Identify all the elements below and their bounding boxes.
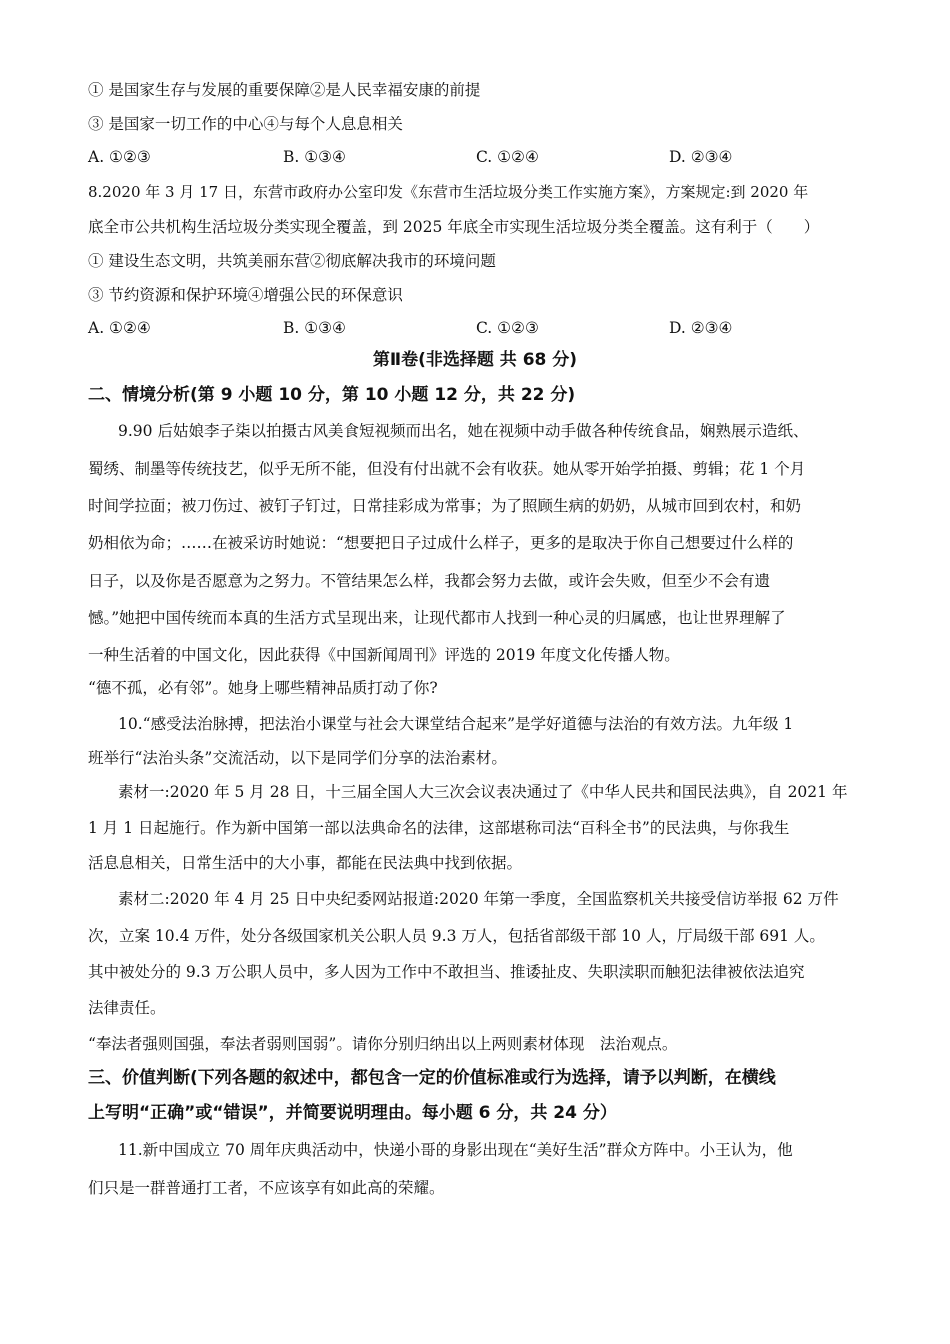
q9-line-6: 憾。”她把中国传统而本真的生活方式呈现出来，让现代都市人找到一种心灵的归属感，也让世界理解了 xyxy=(88,609,786,627)
part2-title: 第Ⅱ卷(非选择题 共 68 分) xyxy=(372,350,578,370)
q7-option-a: A. ①②③ xyxy=(88,148,151,166)
q9-question: “德不孤，必有邻”。她身上哪些精神品质打动了你? xyxy=(88,679,438,697)
q7-choice-line-2: ③ 是国家一切工作的中心④与每个人息息相关 xyxy=(88,115,403,133)
q10-material1-line-3: 活息息相关，日常生活中的大小事，都能在民法典中找到依据。 xyxy=(88,854,523,872)
q10-material1-line-1: 素材一:2020 年 5 月 28 日，十三届全国人大三次会议表决通过了《中华人民共和国民法典》，自 2021 年 xyxy=(118,783,848,801)
q10-material2-line-2: 次，立案 10.4 万件，处分各级国家机关公职人员 9.3 万人，包括省部级干部 10 人，厅局级干部 691 人。 xyxy=(88,927,825,945)
section3-title-line-2: 上写明“正确”或“错误”，并简要说明理由。每小题 6 分，共 24 分） xyxy=(88,1103,617,1123)
q8-stem-line-1: 8.2020 年 3 月 17 日，东营市政府办公室印发《东营市生活垃圾分类工作实施方案》，方案规定:到 2020 年 xyxy=(88,183,809,201)
q9-line-2: 蜀绣、制墨等传统技艺，似乎无所不能，但没有付出就不会有收获。她从零开始学拍摄、剪辑；花 1 个月 xyxy=(88,460,806,478)
q7-option-d: D. ②③④ xyxy=(669,148,733,166)
q9-line-5: 日子，以及你是否愿意为之努力。不管结果怎么样，我都会努力去做，或许会失败，但至少不会有遗 xyxy=(88,572,771,590)
q10-question: “奉法者强则国强，奉法者弱则国弱”。请你分别归纳出以上两则素材体现 法治观点。 xyxy=(88,1035,678,1053)
q7-option-b: B. ①③④ xyxy=(283,148,346,166)
q8-option-d: D. ②③④ xyxy=(669,319,733,337)
q7-option-c: C. ①②④ xyxy=(476,148,539,166)
q9-line-7: 一种生活着的中国文化，因此获得《中国新闻周刊》评选的 2019 年度文化传播人物。 xyxy=(88,646,680,664)
q10-intro-line-1: 10.“感受法治脉搏，把法治小课堂与社会大课堂结合起来”是学好道德与法治的有效方法。九年级 1 xyxy=(118,715,794,733)
q8-choice-line-2: ③ 节约资源和保护环境④增强公民的环保意识 xyxy=(88,286,403,304)
q10-material2-line-4: 法律责任。 xyxy=(88,999,166,1017)
q8-option-a: A. ①②④ xyxy=(88,319,151,337)
q10-material1-line-2: 1 月 1 日起施行。作为新中国第一部以法典命名的法律，这部堪称司法“百科全书”的民法典，与你我生 xyxy=(88,819,790,837)
q8-option-b: B. ①③④ xyxy=(283,319,346,337)
q8-stem-line-2: 底全市公共机构生活垃圾分类实现全覆盖，到 2025 年底全市实现生活垃圾分类全覆盖。这有利于（ ） xyxy=(88,218,820,236)
q9-line-1: 9.90 后姑娘李子柒以拍摄古风美食短视频而出名，她在视频中动手做各种传统食品，娴熟展示造纸、 xyxy=(118,422,809,440)
q11-line-1: 11.新中国成立 70 周年庆典活动中，快递小哥的身影出现在“美好生活”群众方阵中。小王认为，他 xyxy=(118,1141,793,1159)
q10-material2-line-1: 素材二:2020 年 4 月 25 日中央纪委网站报道:2020 年第一季度，全国监察机关共接受信访举报 62 万件 xyxy=(118,890,839,908)
section3-title-line-1: 三、价值判断(下列各题的叙述中，都包含一定的价值标准或行为选择，请予以判断，在横线 xyxy=(88,1068,776,1088)
q7-choice-line-1: ① 是国家生存与发展的重要保障②是人民幸福安康的前提 xyxy=(88,81,481,99)
q9-line-3: 时间学拉面；被刀伤过、被钉子钉过，日常挂彩成为常事；为了照顾生病的奶奶，从城市回到农村，和奶 xyxy=(88,497,802,515)
q8-choice-line-1: ① 建设生态文明，共筑美丽东营②彻底解决我市的环境问题 xyxy=(88,252,496,270)
q8-option-c: C. ①②③ xyxy=(476,319,539,337)
q11-line-2: 们只是一群普通打工者，不应该享有如此高的荣耀。 xyxy=(88,1179,445,1197)
q10-material2-line-3: 其中被处分的 9.3 万公职人员中，多人因为工作中不敢担当、推诿扯皮、失职渎职而触犯法律被依法追究 xyxy=(88,963,805,981)
q9-line-4: 奶相依为命；……在被采访时她说：“想要把日子过成什么样子，更多的是取决于你自己想要过什么样的 xyxy=(88,534,794,552)
q10-intro-line-2: 班举行“法治头条”交流活动，以下是同学们分享的法治素材。 xyxy=(88,749,507,767)
section2-title: 二、情境分析(第 9 小题 10 分，第 10 小题 12 分，共 22 分) xyxy=(88,385,576,405)
